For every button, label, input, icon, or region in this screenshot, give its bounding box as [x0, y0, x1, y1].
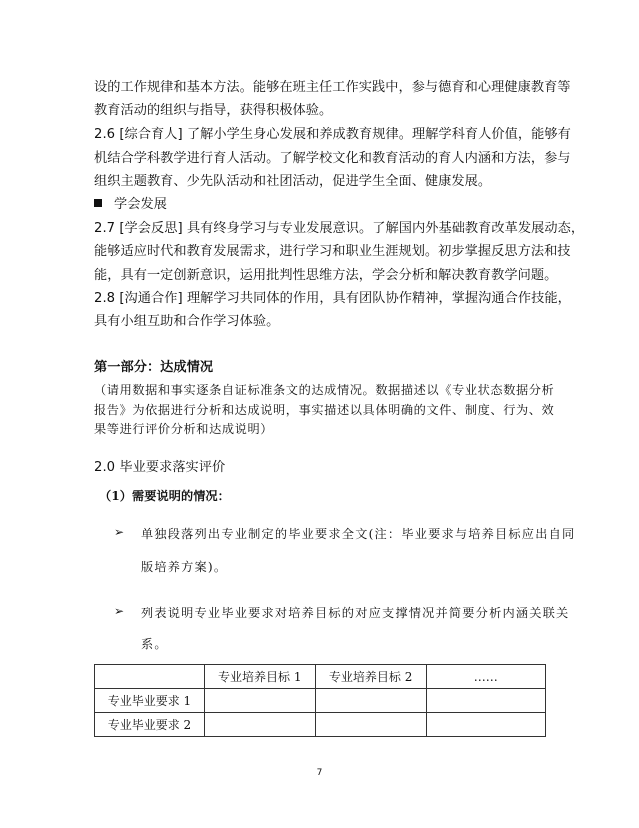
- section-heading-text: 学会发展: [114, 197, 167, 212]
- paragraph-2-8-line: 具有小组互助和合作学习体验。: [94, 314, 280, 329]
- table-header-cell: [95, 665, 205, 689]
- bullet-line: 列表说明专业毕业要求对培养目标的对应支撑情况并简要分析内涵关联关: [141, 606, 570, 620]
- paragraph-2-7-line: 2.7 [学会反思] 具有终身学习与专业发展意识。了解国内外基础教育改革发展动态，: [94, 221, 585, 236]
- paragraph-2-8-line: 2.8 [沟通合作] 理解学习共同体的作用，具有团队协作精神，掌握沟通合作技能，: [94, 291, 571, 306]
- table-header-cell: 专业培养目标 1: [204, 665, 315, 689]
- table-row-label: 专业毕业要求 2: [95, 713, 205, 737]
- table-header-cell: ……: [426, 665, 545, 689]
- arrow-bullet-icon: ➢: [114, 525, 125, 539]
- sub-heading: 2.0 毕业要求落实评价: [94, 460, 226, 475]
- table-cell: [204, 713, 315, 737]
- bullet-line: 单独段落列出专业制定的毕业要求全文(注：毕业要求与培养目标应出自同: [141, 527, 576, 541]
- square-bullet-icon: [94, 199, 102, 207]
- table-row-label: 专业毕业要求 1: [95, 689, 205, 713]
- table-row: [95, 689, 546, 713]
- paragraph-2-6-line: 组织主题教育、少先队活动和社团活动，促进学生全面、健康发展。: [94, 174, 492, 189]
- table-cell: [426, 689, 545, 713]
- page-number: 7: [316, 768, 323, 778]
- table-cell: [315, 689, 426, 713]
- table-header-cell: 专业培养目标 2: [315, 665, 426, 689]
- table-header-row: [95, 665, 546, 689]
- paragraph-2-7-line: 能够适应时代和教育发展需求，进行学习和职业生涯规划。初步掌握反思方法和技: [94, 244, 571, 259]
- requirements-table: [94, 664, 546, 737]
- table-cell: [426, 713, 545, 737]
- paragraph-2-6-line: 机结合学科教学进行育人活动。了解学校文化和教育活动的育人内涵和方法，参与: [94, 151, 571, 166]
- part1-note-line: 报告》为依据进行分析和达成说明，事实描述以具体明确的文件、制度、行为、效: [94, 403, 555, 417]
- paragraph-line: 教育活动的组织与指导，获得积极体验。: [94, 103, 333, 118]
- table-cell: [315, 713, 426, 737]
- table-row: [95, 713, 546, 737]
- table-cell: [204, 689, 315, 713]
- item-title: （1）需要说明的情况：: [99, 489, 230, 503]
- paragraph-2-7-line: 能，具有一定创新意识，运用批判性思维方法，学会分析和解决教育教学问题。: [94, 268, 558, 283]
- part1-heading: 第一部分：达成情况: [94, 360, 214, 375]
- arrow-bullet-icon: ➢: [114, 604, 125, 618]
- bullet-line: 版培养方案)。: [141, 560, 228, 574]
- paragraph-line: 设的工作规律和基本方法。能够在班主任工作实践中，参与德育和心理健康教育等: [94, 80, 571, 95]
- part1-note-line: （请用数据和事实逐条自证标准条文的达成情况。数据描述以《专业状态数据分析: [94, 383, 555, 397]
- paragraph-2-6-line: 2.6 [综合育人] 了解小学生身心发展和养成教育规律。理解学科育人价值，能够有: [94, 127, 571, 142]
- part1-note-line: 果等进行评价分析和达成说明）: [94, 422, 274, 436]
- section-heading-learn: [94, 193, 167, 212]
- bullet-line: 系。: [141, 637, 168, 651]
